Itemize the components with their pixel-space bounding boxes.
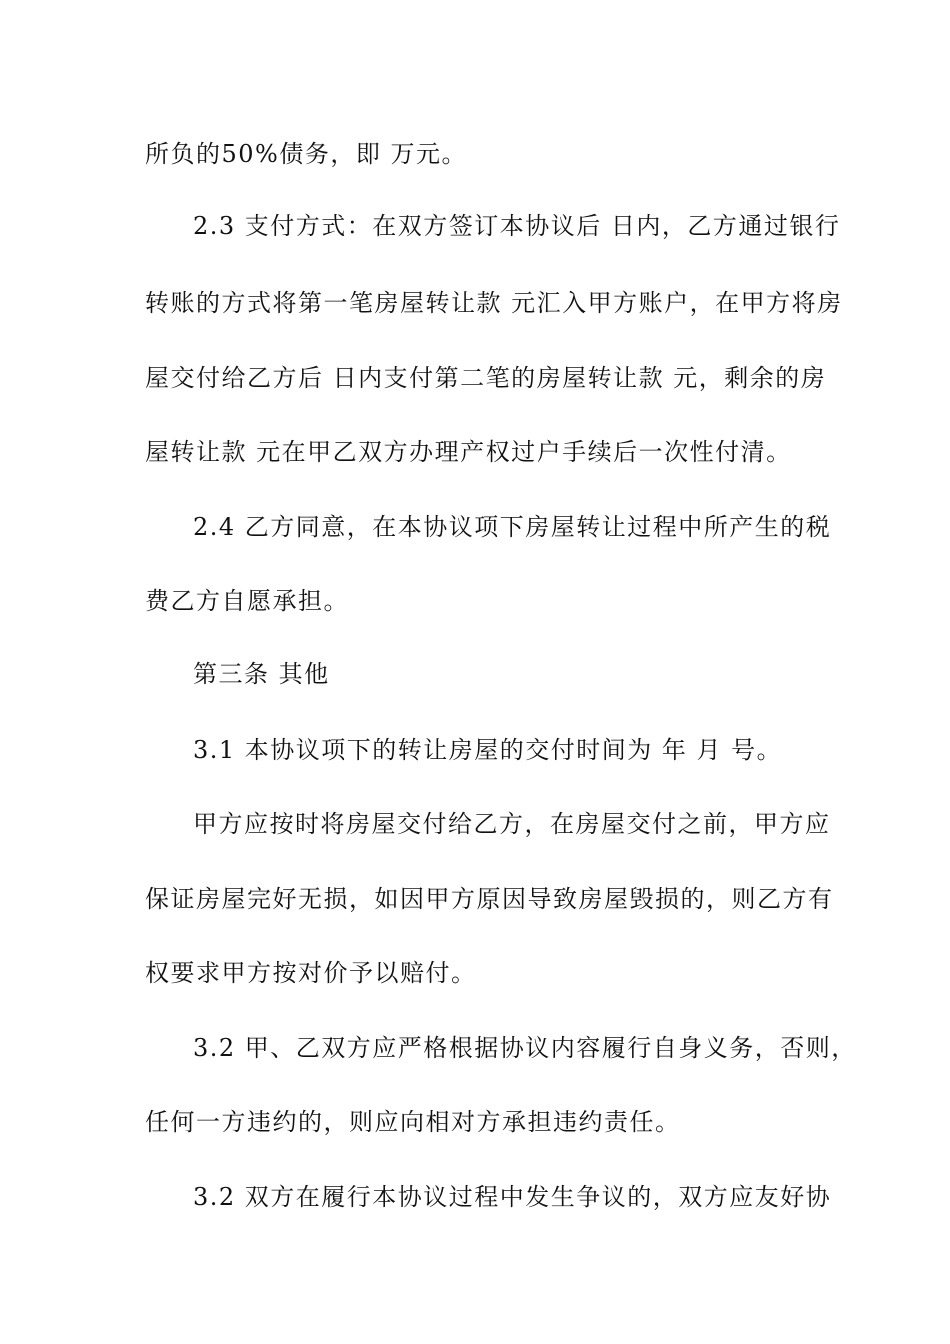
text-line: 3.2 甲、乙双方应严格根据协议内容履行自身义务，否则， — [193, 1034, 857, 1062]
text-line: 屋转让款 元在甲乙双方办理产权过户手续后一次性付清。 — [145, 438, 792, 466]
text-line: 费乙方自愿承担。 — [145, 587, 349, 615]
section-heading: 第三条 其他 — [193, 660, 330, 688]
text-line: 甲方应按时将房屋交付给乙方，在房屋交付之前，甲方应 — [193, 810, 831, 838]
text-line: 保证房屋完好无损，如因甲方原因导致房屋毁损的，则乙方有 — [145, 885, 834, 913]
text-line: 屋交付给乙方后 日内支付第二笔的房屋转让款 元，剩余的房 — [145, 364, 827, 392]
text-line: 3.1 本协议项下的转让房屋的交付时间为 年 月 号。 — [193, 736, 783, 764]
text-line: 权要求甲方按对价予以赔付。 — [145, 959, 477, 987]
text-line: 所负的50%债务，即 万元。 — [145, 140, 467, 168]
text-line: 2.4 乙方同意，在本协议项下房屋转让过程中所产生的税 — [193, 513, 832, 541]
text-line: 3.2 双方在履行本协议过程中发生争议的，双方应友好协 — [193, 1183, 832, 1211]
text-line: 转账的方式将第一笔房屋转让款 元汇入甲方账户，在甲方将房 — [145, 289, 843, 317]
text-line: 2.3 支付方式：在双方签订本协议后 日内，乙方通过银行 — [193, 212, 841, 240]
text-line: 任何一方违约的，则应向相对方承担违约责任。 — [145, 1108, 681, 1136]
